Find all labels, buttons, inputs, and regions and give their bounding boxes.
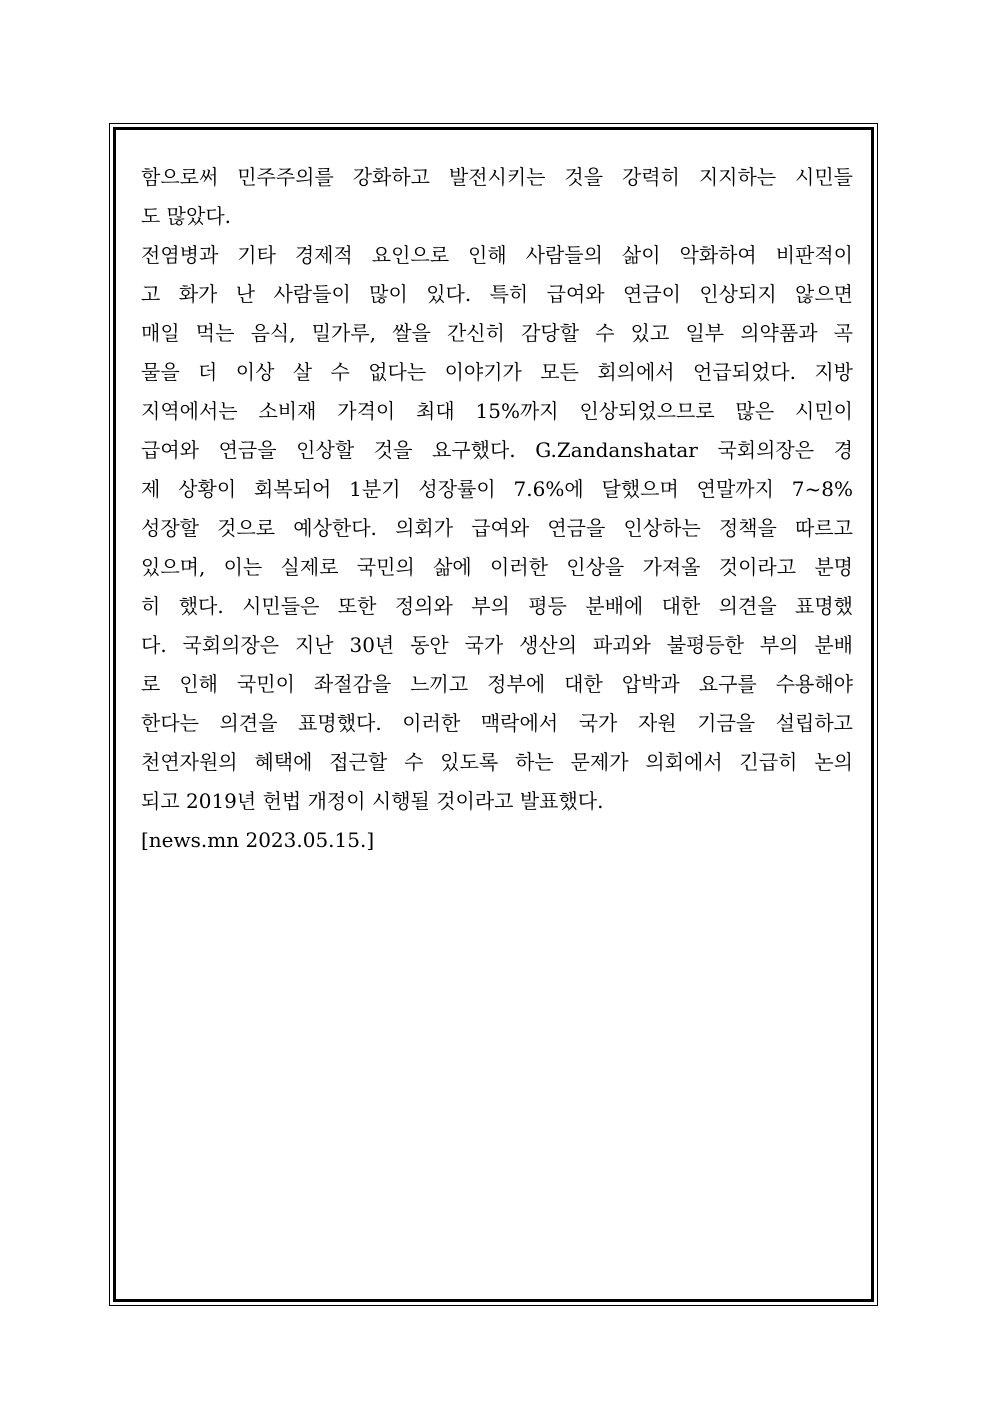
text-line: 함으로써 민주주의를 강화하고 발전시키는 것을 강력히 지지하는 시민들 (141, 165, 853, 189)
text-line: 로 인해 국민이 좌절감을 느끼고 정부에 대한 압박과 요구를 수용해야 (141, 672, 853, 696)
text-line: 전염병과 기타 경제적 요인으로 인해 사람들의 삶이 악화하여 비판적이 (141, 243, 853, 267)
text-line: 고 화가 난 사람들이 많이 있다. 특히 급여와 연금이 인상되지 않으면 (141, 282, 853, 306)
text-line: 급여와 연금을 인상할 것을 요구했다. G.Zandanshatar 국회의장은 경 (141, 438, 853, 462)
text-line: 제 상황이 회복되어 1분기 성장률이 7.6%에 달했으며 연말까지 7~8% (141, 477, 853, 501)
text-line: 천연자원의 혜택에 접근할 수 있도록 하는 문제가 의회에서 긴급히 논의 (141, 750, 853, 774)
text-line: 성장할 것으로 예상한다. 의회가 급여와 연금을 인상하는 정책을 따르고 (141, 516, 853, 540)
text-line: 히 했다. 시민들은 또한 정의와 부의 평등 분배에 대한 의견을 표명했 (141, 594, 853, 618)
text-line: 한다는 의견을 표명했다. 이러한 맥락에서 국가 자원 기금을 설립하고 (141, 711, 853, 735)
text-line: 있으며, 이는 실제로 국민의 삶에 이러한 인상을 가져올 것이라고 분명 (141, 555, 853, 579)
source-citation: [news.mn 2023.05.15.] (141, 828, 375, 852)
text-line: 물을 더 이상 살 수 없다는 이야기가 모든 회의에서 언급되었다. 지방 (141, 360, 853, 384)
text-line: 도 많았다. (141, 204, 231, 228)
text-line: 지역에서는 소비재 가격이 최대 15%까지 인상되었으므로 많은 시민이 (141, 399, 853, 423)
text-line: 다. 국회의장은 지난 30년 동안 국가 생산의 파괴와 불평등한 부의 분배 (141, 633, 853, 657)
article-body (141, 158, 853, 860)
text-line: 되고 2019년 헌법 개정이 시행될 것이라고 발표했다. (141, 789, 604, 813)
text-line: 매일 먹는 음식, 밀가루, 쌀을 간신히 감당할 수 있고 일부 의약품과 곡 (141, 321, 853, 345)
